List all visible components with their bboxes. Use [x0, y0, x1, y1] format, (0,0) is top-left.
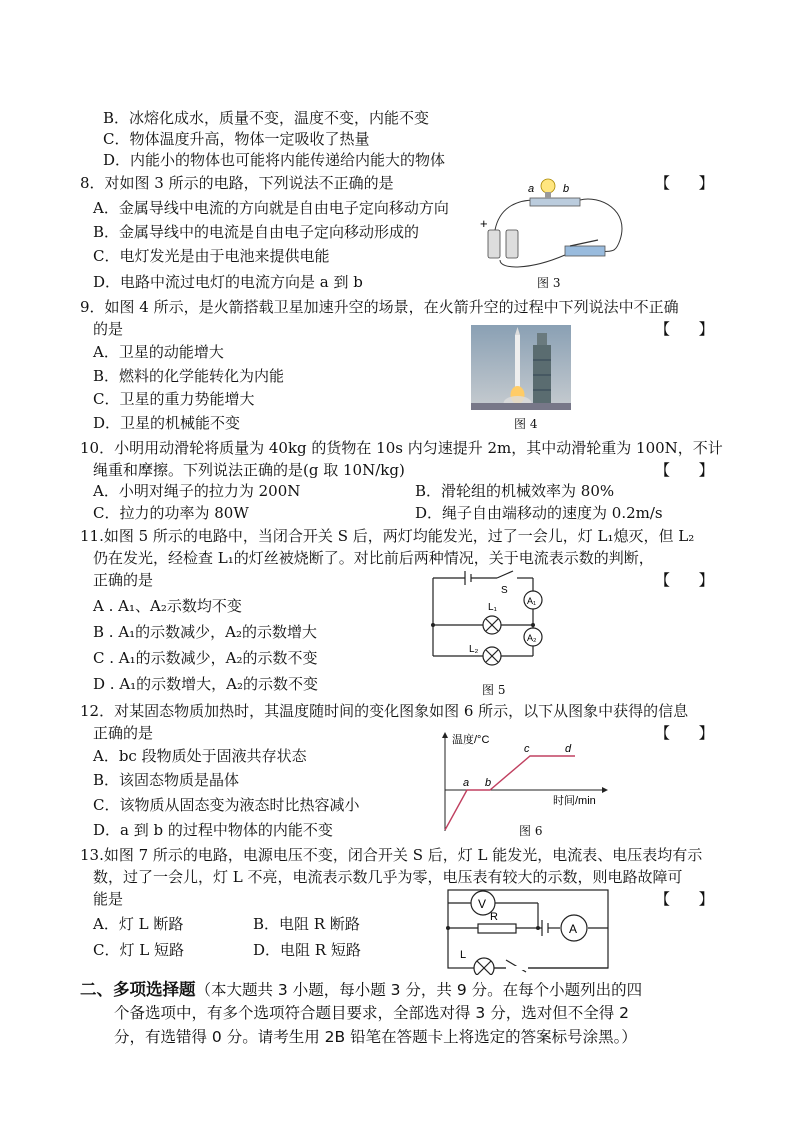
- q8-option-c: C．电灯发光是由于电池来提供电能: [93, 247, 330, 265]
- figure-3-caption: 图 3: [537, 276, 561, 290]
- fig3-label-b: b: [563, 183, 570, 195]
- q12-option-b: B．该固态物质是晶体: [93, 771, 240, 789]
- q13-option-d: D．电阻 R 短路: [253, 941, 361, 959]
- section-2-desc-2: 个备选项中，有多个选项符合题目要求，全部选对得 3 分，选对但不全得 2: [114, 1004, 630, 1022]
- fig7-resistor-r: [478, 924, 516, 933]
- section-2-desc-3: 分，有选错得 0 分。请考生用 2B 铅笔在答题卡上将选定的答案标号涂黑。）: [114, 1028, 637, 1046]
- fig7-label-a: A: [569, 922, 578, 936]
- q9-option-b: B．燃料的化学能转化为内能: [93, 367, 285, 385]
- figure-5-circuit: [425, 568, 550, 678]
- fig7-label-l: L: [460, 949, 467, 961]
- fig6-ylabel: 温度/°C: [452, 734, 490, 746]
- q9-stem: 9．如图 4 所示，是火箭搭载卫星加速升空的场景，在火箭升空的过程中下列说法中不正确: [80, 298, 679, 316]
- section-2-title: 二、多项选择题: [80, 980, 196, 999]
- fig5-label-l1: L₁: [488, 602, 497, 613]
- q7-option-c: C．物体温度升高，物体一定吸收了热量: [103, 130, 370, 148]
- figure-4-caption: 图 4: [514, 417, 538, 431]
- figure-3-circuit: [470, 170, 635, 280]
- q10-option-b: B．滑轮组的机械效率为 80%: [415, 482, 615, 500]
- q11-stem-cont-2: 正确的是: [93, 571, 154, 589]
- figure-5-caption: 图 5: [482, 683, 506, 697]
- fig3-label-plus: +: [480, 216, 488, 231]
- q13-answer-bracket: 【 】: [655, 890, 714, 908]
- section-2-desc-1: （本大题共 3 小题，每小题 3 分，共 9 分。在每个小题列出的四: [195, 981, 643, 999]
- q8-option-b: B．金属导线中的电流是自由电子定向移动形成的: [93, 223, 420, 241]
- q12-stem-cont: 正确的是: [93, 724, 154, 742]
- fig5-label-s: S: [501, 585, 508, 596]
- fig5-label-a2: A₂: [527, 633, 537, 643]
- q11-option-b: B . A₁的示数减少，A₂的示数增大: [93, 623, 318, 641]
- fig3-battery-2: [506, 230, 518, 258]
- q7-option-b: B．冰熔化成水，质量不变，温度不变，内能不变: [103, 109, 430, 127]
- q13-stem-cont-2: 能是: [93, 890, 124, 908]
- q11-answer-bracket: 【 】: [655, 571, 714, 589]
- q11-stem-cont-1: 仍在发光，经检查 L₁的灯丝被烧断了。对比前后两种情况，关于电流表示数的判断，: [93, 549, 654, 567]
- fig6-point-b: b: [485, 777, 492, 789]
- q13-option-a: A．灯 L 断路: [93, 915, 184, 933]
- fig6-point-d: d: [565, 743, 572, 755]
- fig3-switch: [565, 246, 605, 256]
- figure-6-caption: 图 6: [519, 824, 543, 838]
- figure-6-graph: [435, 728, 615, 833]
- fig3-battery-1: [488, 230, 500, 258]
- q9-option-a: A．卫星的动能增大: [93, 343, 224, 361]
- figure-4-rocket-photo: [471, 325, 571, 410]
- q12-option-d: D．a 到 b 的过程中物体的内能不变: [93, 821, 333, 839]
- q10-option-d: D．绳子自由端移动的速度为 0.2m/s: [415, 504, 663, 522]
- q12-option-a: A．bc 段物质处于固液共存状态: [93, 747, 307, 765]
- q10-answer-bracket: 【 】: [655, 461, 714, 479]
- figure-7-circuit: [438, 880, 618, 975]
- q11-stem: 11.如图 5 所示的电路中，当闭合开关 S 后，两灯均能发光，过了一会儿，灯 L₁熄灭，但 L₂: [80, 527, 695, 545]
- q11-option-d: D . A₁的示数增大，A₂的示数不变: [93, 675, 319, 693]
- section-2-header: [80, 977, 642, 1003]
- q10-option-a: A．小明对绳子的拉力为 200N: [93, 482, 301, 500]
- q13-stem: 13.如图 7 所示的电路，电源电压不变，闭合开关 S 后，灯 L 能发光，电流表、电压表均有示: [80, 846, 703, 864]
- fig7-label-r: R: [490, 911, 498, 923]
- fig7-lamp-l: [474, 958, 494, 975]
- q8-stem: 8．对如图 3 所示的电路，下列说法不正确的是: [80, 174, 394, 192]
- q12-stem: 12．对某固态物质加热时，其温度随时间的变化图象如图 6 所示，以下从图象中获得的信息: [80, 702, 689, 720]
- q7-option-d: D．内能小的物体也可能将内能传递给内能大的物体: [103, 151, 446, 169]
- fig6-xlabel: 时间/min: [553, 795, 596, 807]
- q9-option-d: D．卫星的机械能不变: [93, 414, 241, 432]
- q9-stem-cont: 的是: [93, 320, 124, 338]
- fig5-label-l2: L₂: [469, 644, 479, 655]
- q9-option-c: C．卫星的重力势能增大: [93, 390, 255, 408]
- q10-option-c: C．拉力的功率为 80W: [93, 504, 249, 522]
- fig6-point-a: a: [463, 777, 470, 789]
- q12-answer-bracket: 【 】: [655, 724, 714, 742]
- fig6-point-c: c: [524, 743, 530, 755]
- fig5-label-a1: A₁: [527, 596, 537, 606]
- fig3-label-a: a: [528, 183, 535, 195]
- q8-answer-bracket: 【 】: [655, 174, 714, 192]
- fig7-label-v: V: [478, 897, 487, 911]
- q13-stem-cont-1: 数，过了一会儿，灯 L 不亮，电流表示数几乎为零，电压表有较大的示数，则电路故障可: [93, 868, 683, 886]
- q11-option-c: C . A₁的示数减少，A₂的示数不变: [93, 649, 318, 667]
- q13-option-c: C．灯 L 短路: [93, 941, 184, 959]
- q9-answer-bracket: 【 】: [655, 320, 714, 338]
- q12-option-c: C．该物质从固态变为液态时比热容减小: [93, 796, 360, 814]
- q8-option-a: A．金属导线中电流的方向就是自由电子定向移动方向: [93, 199, 449, 217]
- fig6-curve: [445, 756, 575, 830]
- q11-option-a: A . A₁、A₂示数均不变: [93, 597, 242, 615]
- q8-option-d: D．电路中流过电灯的电流方向是 a 到 b: [93, 273, 363, 291]
- q10-stem-cont: 绳重和摩擦。下列说法正确的是(g 取 10N/kg): [93, 461, 405, 479]
- q10-stem: 10．小明用动滑轮将质量为 40kg 的货物在 10s 内匀速提升 2m，其中动滑轮重为 100N，不计: [80, 439, 723, 457]
- q13-option-b: B．电阻 R 断路: [253, 915, 360, 933]
